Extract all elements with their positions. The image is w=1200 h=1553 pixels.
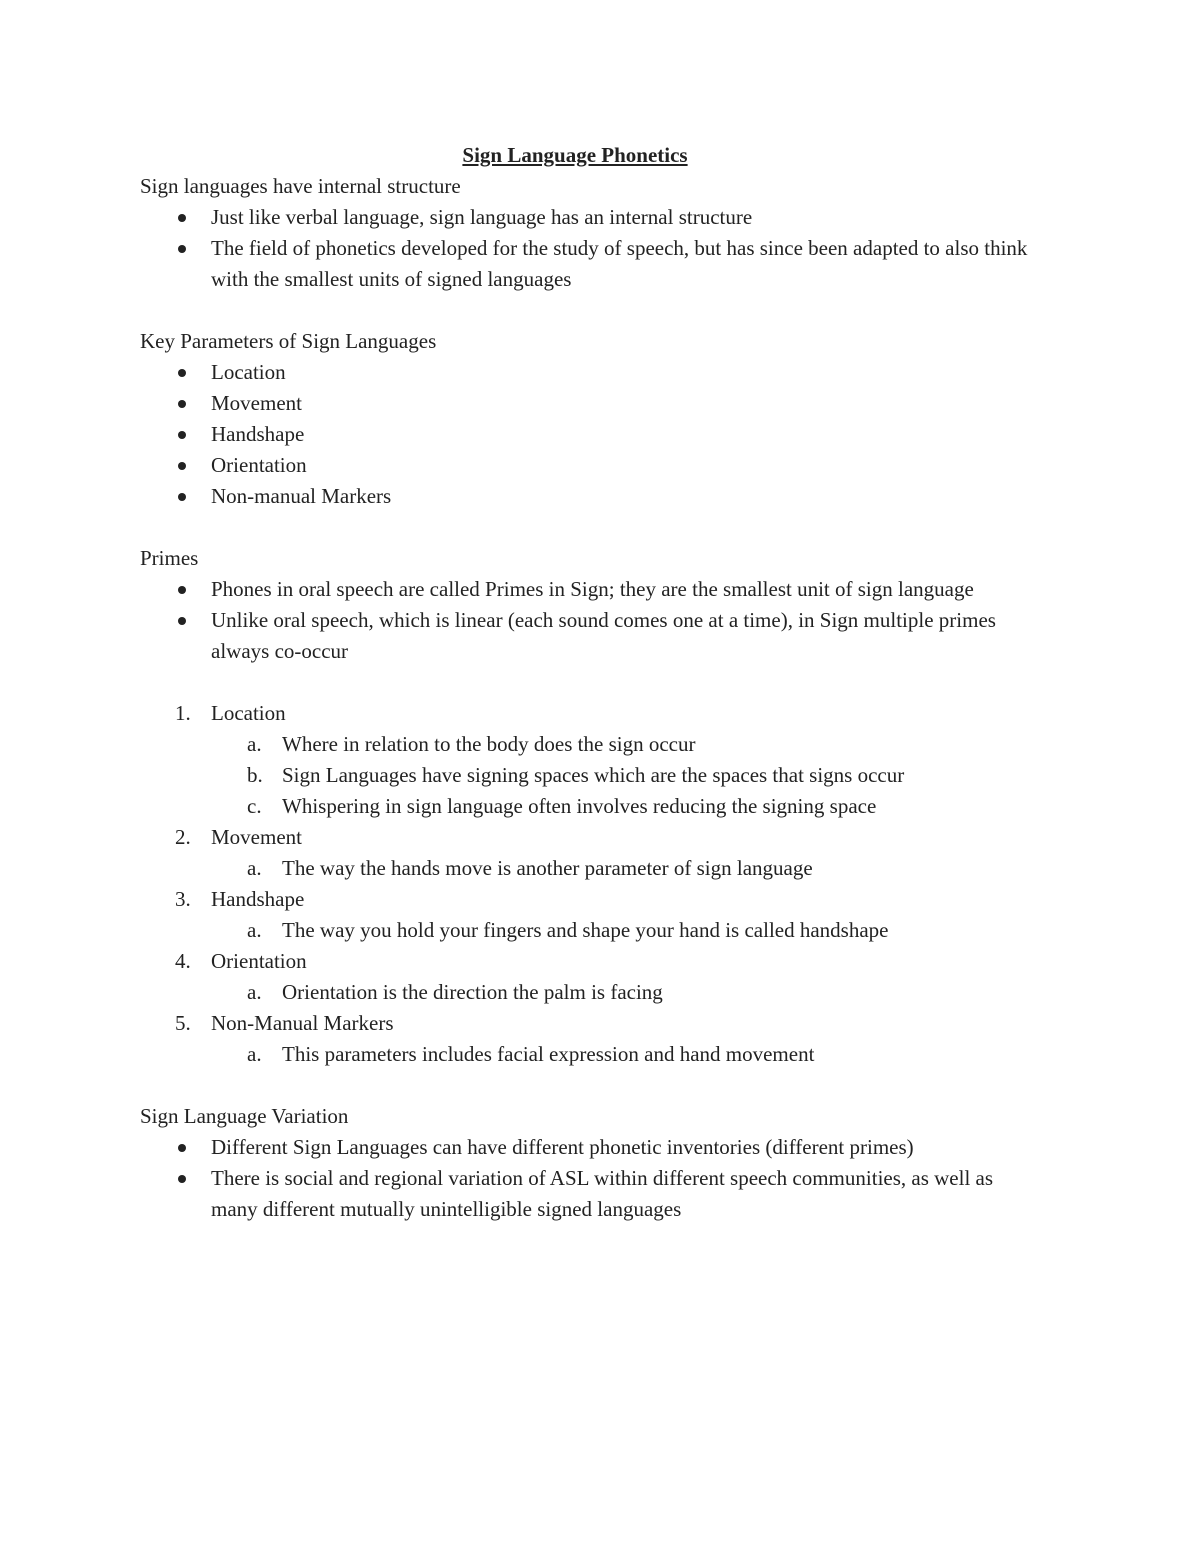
- sub-list-text: This parameters includes facial expression and hand movement: [282, 1042, 815, 1066]
- bullet-list-variation: [140, 1132, 1040, 1225]
- bullet-icon: [178, 493, 186, 501]
- list-item-text: Location: [211, 360, 286, 384]
- list-item-text: Non-manual Markers: [211, 484, 392, 508]
- list-item-text: Just like verbal language, sign language has an internal structure: [211, 205, 753, 229]
- list-item: [140, 202, 1040, 233]
- sub-list-letter: a.: [247, 1042, 262, 1066]
- list-item: [140, 481, 1040, 512]
- section-heading-primes: Primes: [140, 546, 199, 570]
- sub-list-letter: a.: [247, 980, 262, 1004]
- sub-list-item: [140, 760, 1040, 791]
- list-number: 3.: [175, 887, 191, 911]
- bullet-icon: [178, 617, 186, 625]
- list-item: [140, 605, 1040, 667]
- document-title: Sign Language Phonetics: [462, 143, 688, 167]
- list-item: [140, 450, 1040, 481]
- numbered-item-label: Movement: [211, 825, 302, 849]
- sub-list-item: [140, 915, 1040, 946]
- sub-list-text: Where in relation to the body does the sign occur: [282, 732, 696, 756]
- section-heading-variation: Sign Language Variation: [140, 1104, 349, 1128]
- bullet-icon: [178, 1144, 186, 1152]
- bullet-list-primes: [140, 574, 1040, 667]
- list-item: [140, 1163, 1040, 1225]
- list-item-text: The field of phonetics developed for the study of speech, but has since been adapted to also think with the smallest units of signed languages: [211, 236, 1028, 291]
- list-item: [140, 388, 1040, 419]
- spacer: [140, 512, 1040, 543]
- sub-list-item: [140, 729, 1040, 760]
- bullet-icon: [178, 431, 186, 439]
- list-item: [140, 419, 1040, 450]
- list-item: [140, 233, 1040, 295]
- spacer: [140, 1070, 1040, 1101]
- bullet-list-structure: [140, 202, 1040, 295]
- sub-list-letter: a.: [247, 918, 262, 942]
- sub-list-letter: a.: [247, 856, 262, 880]
- list-item: [140, 574, 1040, 605]
- list-item-text: Unlike oral speech, which is linear (each sound comes one at a time), in Sign multiple primes always co-occur: [211, 608, 996, 663]
- numbered-item-label: Non-Manual Markers: [211, 1011, 394, 1035]
- sub-list-item: [140, 977, 1040, 1008]
- section-heading-structure: Sign languages have internal structure: [140, 174, 461, 198]
- sub-list-item: [140, 791, 1040, 822]
- numbered-item-label: Handshape: [211, 887, 305, 911]
- section-heading-parameters: Key Parameters of Sign Languages: [140, 329, 437, 353]
- bullet-icon: [178, 586, 186, 594]
- list-item: [140, 1132, 1040, 1163]
- list-item-text: Phones in oral speech are called Primes in Sign; they are the smallest unit of sign language: [211, 577, 974, 601]
- document-page: [140, 140, 1040, 1225]
- list-item-text: There is social and regional variation of ASL within different speech communities, as well as many different mutually unintelligible signed languages: [211, 1166, 994, 1221]
- bullet-icon: [178, 400, 186, 408]
- bullet-icon: [178, 245, 186, 253]
- numbered-item-label: Location: [211, 701, 286, 725]
- spacer: [140, 667, 1040, 698]
- sub-list-letter: c.: [247, 794, 262, 818]
- list-number: 1.: [175, 701, 191, 725]
- sub-list-letter: b.: [247, 763, 263, 787]
- numbered-list: [140, 698, 1040, 1070]
- bullet-icon: [178, 462, 186, 470]
- numbered-item-handshape: [140, 884, 1040, 915]
- sub-list-letter: a.: [247, 732, 262, 756]
- list-item-text: Movement: [211, 391, 302, 415]
- sub-list-text: Sign Languages have signing spaces which are the spaces that signs occur: [282, 763, 905, 787]
- list-item-text: Orientation: [211, 453, 307, 477]
- bullet-icon: [178, 214, 186, 222]
- bullet-icon: [178, 1175, 186, 1183]
- numbered-item-label: Orientation: [211, 949, 307, 973]
- list-item: [140, 357, 1040, 388]
- list-number: 4.: [175, 949, 191, 973]
- bullet-icon: [178, 369, 186, 377]
- numbered-item-orientation: [140, 946, 1040, 977]
- numbered-item-non-manual-markers: [140, 1008, 1040, 1039]
- sub-list-item: [140, 1039, 1040, 1070]
- sub-list-text: The way you hold your fingers and shape your hand is called handshape: [282, 918, 889, 942]
- numbered-item-movement: [140, 822, 1040, 853]
- numbered-item-location: [140, 698, 1040, 729]
- sub-list-text: The way the hands move is another parameter of sign language: [282, 856, 813, 880]
- sub-list-text: Orientation is the direction the palm is facing: [282, 980, 663, 1004]
- spacer: [140, 295, 1040, 326]
- sub-list-item: [140, 853, 1040, 884]
- list-number: 2.: [175, 825, 191, 849]
- list-number: 5.: [175, 1011, 191, 1035]
- list-item-text: Handshape: [211, 422, 305, 446]
- list-item-text: Different Sign Languages can have different phonetic inventories (different primes): [211, 1135, 914, 1159]
- bullet-list-parameters: [140, 357, 1040, 512]
- sub-list-text: Whispering in sign language often involves reducing the signing space: [282, 794, 877, 818]
